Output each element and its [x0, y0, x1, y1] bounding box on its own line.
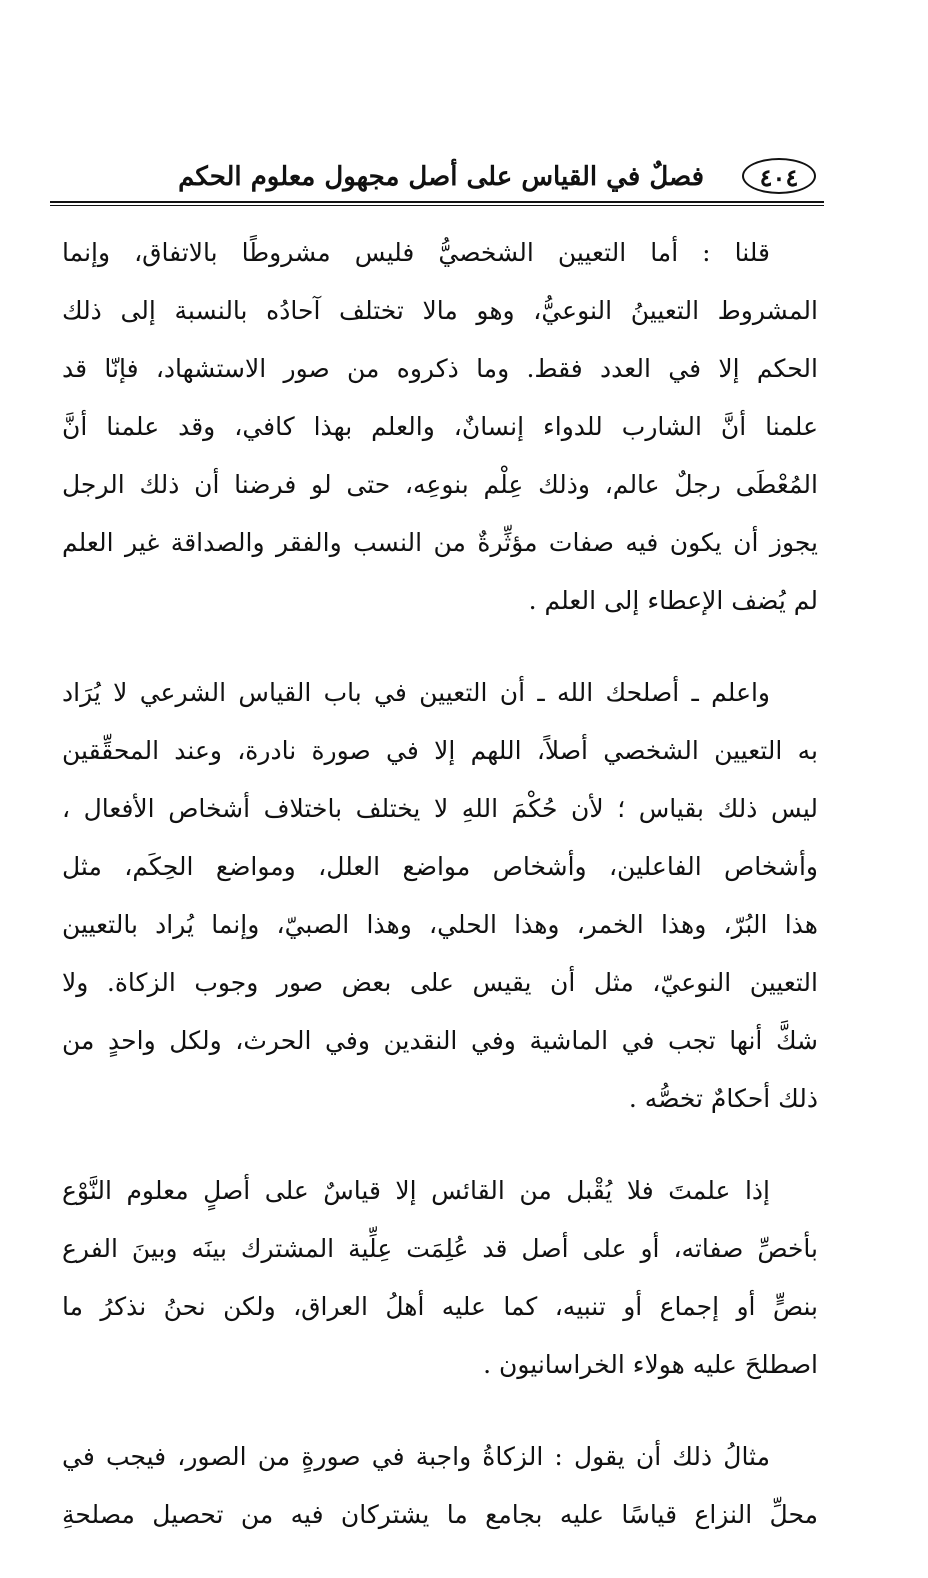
- text-line: قلنا : أما التعيين الشخصيُّ فليس مشروطًا بالاتفاق، وإنما: [62, 238, 770, 267]
- header-rule-thin: [50, 205, 824, 206]
- paragraph-2: [62, 664, 818, 1128]
- page-number-badge: ٤٠٤: [742, 158, 816, 194]
- text-line: مثالُ ذلك أن يقول : الزكاةُ واجبة في صورةٍ من الصور، فيجب في: [62, 1442, 770, 1471]
- text-line: وأشخاص الفاعلين، وأشخاص مواضع العلل، ومواضع الحِكَم، مثل: [62, 852, 818, 881]
- text-line: هذا البُرّ، وهذا الخمر، وهذا الحلي، وهذا الصبيّ، وإنما يُراد بالتعيين: [62, 910, 818, 939]
- paragraph-3: [62, 1162, 818, 1394]
- text-line: شكَّ أنها تجب في الماشية وفي النقدين وفي الحرث، ولكل واحدٍ من: [62, 1026, 818, 1055]
- running-title: فصلٌ في القياس على أصل مجهول معلوم الحكم: [178, 162, 704, 192]
- text-line: ليس ذلك بقياس ؛ لأن حُكْمَ اللهِ لا يختلف باختلاف أشخاص الأفعال ،: [62, 794, 818, 823]
- text-line: بأخصِّ صفاته، أو على أصل قد عُلِمَت عِلِّية المشترك بينَه وبينَ الفرع: [62, 1234, 818, 1263]
- text-line: اصطلحَ عليه هولاء الخراسانيون .: [483, 1350, 818, 1379]
- paragraph-4: [62, 1428, 818, 1544]
- text-line: يجوز أن يكون فيه صفات مؤثِّرةٌ من النسب والفقر والصداقة غير العلم: [62, 528, 818, 557]
- body-text: [62, 224, 818, 1578]
- text-line: المشروط التعيينُ النوعيُّ، وهو مالا تختلف آحادُه بالنسبة إلى ذلك: [62, 296, 818, 325]
- page-header: [50, 150, 824, 200]
- text-line: المُعْطَى رجلٌ عالم، وذلك عِلْم بنوعِه، حتى لو فرضنا أن ذلك الرجل: [62, 470, 818, 499]
- text-line: لم يُضف الإعطاء إلى العلم .: [528, 586, 818, 615]
- text-line: إذا علمتَ فلا يُقْبل من القائس إلا قياسٌ على أصلٍ معلوم النَّوْع: [62, 1176, 770, 1205]
- paragraph-1: [62, 224, 818, 630]
- text-line: الحكم إلا في العدد فقط. وما ذكروه من صور الاستشهاد، فإنّا قد: [62, 354, 818, 383]
- text-line: التعيين النوعيّ، مثل أن يقيس على بعض صور وجوب الزكاة. ولا: [62, 968, 818, 997]
- text-line: واعلم ـ أصلحك الله ـ أن التعيين في باب القياس الشرعي لا يُرَاد: [62, 678, 770, 707]
- text-line: ذلك أحكامٌ تخصُّه .: [628, 1084, 818, 1113]
- text-line: به التعيين الشخصي أصلاً، اللهم إلا في صورة نادرة، وعند المحقِّقين: [62, 736, 818, 765]
- text-line: محلِّ النزاع قياسًا عليه بجامع ما يشتركان فيه من تحصيل مصلحةِ: [62, 1500, 818, 1529]
- text-line: علمنا أنَّ الشارب للدواء إنسانٌ، والعلم بهذا كافي، وقد علمنا أنَّ: [62, 412, 818, 441]
- text-line: بنصٍّ أو إجماع أو تنبيه، كما عليه أهلُ العراق، ولكن نحنُ نذكرُ ما: [62, 1292, 818, 1321]
- header-rule-thick: [50, 201, 824, 203]
